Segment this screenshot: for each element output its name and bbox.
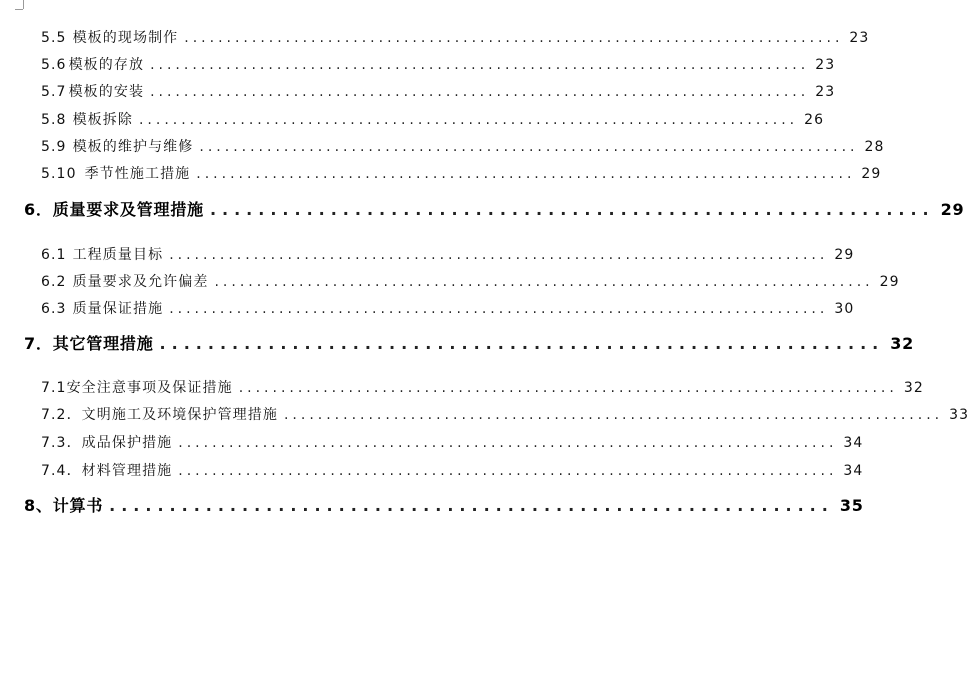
- toc-entry-title: 模板的维护与维修: [72, 139, 194, 155]
- toc-chapter-entry[interactable]: [24, 493, 864, 516]
- toc-dot-leader: ..............................................................................: [178, 463, 838, 479]
- toc-entry-page: 29: [834, 247, 855, 263]
- toc-entry-page: 29: [940, 200, 965, 219]
- toc-dot-leader: ............................................................: [109, 496, 834, 515]
- toc-entry[interactable]: [41, 244, 855, 264]
- toc-entry-page: 26: [804, 112, 825, 128]
- toc-entry[interactable]: [41, 81, 836, 101]
- toc-entry-title: 其它管理措施: [52, 334, 154, 353]
- toc-entry-number: 6.3: [41, 301, 67, 317]
- toc-entry-number: 5.8: [41, 112, 67, 128]
- toc-entry-title: 工程质量目标: [72, 247, 164, 263]
- toc-entry[interactable]: [41, 163, 882, 183]
- toc-entry-title: 成品保护措施: [81, 435, 173, 451]
- toc-entry-title: 质量要求及管理措施: [52, 200, 204, 219]
- toc-entry-title: 质量保证措施: [72, 301, 164, 317]
- toc-entry[interactable]: [41, 271, 900, 291]
- toc-entry[interactable]: [41, 136, 885, 156]
- toc-dot-leader: ..............................................................................: [178, 435, 838, 451]
- toc-entry-number: 5.5: [41, 30, 67, 46]
- toc-dot-leader: ............................................................: [209, 200, 935, 219]
- toc-entry-page: 28: [864, 139, 885, 155]
- page-corner-mark: [23, 0, 24, 9]
- toc-entry[interactable]: [41, 109, 825, 129]
- toc-entry-page: 23: [815, 57, 836, 73]
- toc-dot-leader: ..............................................................................: [214, 274, 874, 290]
- toc-entry-title: 文明施工及环境保护管理措施: [81, 407, 278, 423]
- toc-entry-page: 29: [879, 274, 900, 290]
- toc-entry-page: 29: [861, 166, 882, 182]
- toc-entry-page: 23: [815, 84, 836, 100]
- toc-entry-title: 计算书: [52, 496, 104, 515]
- toc-entry-title: 季节性施工措施: [84, 166, 191, 182]
- toc-entry-number: 7．: [24, 334, 53, 353]
- toc-dot-leader: ..............................................................................: [196, 166, 856, 182]
- toc-entry-page: 32: [890, 334, 915, 353]
- toc-entry-page: 34: [843, 463, 864, 479]
- toc-entry[interactable]: [41, 432, 864, 452]
- toc-entry-title: 安全注意事项及保证措施: [66, 380, 233, 396]
- toc-dot-leader: ..............................................................................: [150, 84, 810, 100]
- toc-entry-page: 34: [843, 435, 864, 451]
- toc-entry[interactable]: [41, 460, 864, 480]
- toc-dot-leader: ..............................................................................: [138, 112, 799, 128]
- toc-entry[interactable]: [41, 298, 855, 318]
- toc-entry-number: 6.2: [41, 274, 67, 290]
- toc-dot-leader: ..............................................................................: [283, 407, 944, 423]
- toc-dot-leader: ..............................................................................: [150, 57, 810, 73]
- toc-entry[interactable]: [41, 54, 836, 74]
- toc-entry-page: 35: [839, 496, 864, 515]
- toc-dot-leader: ..............................................................................: [169, 247, 829, 263]
- toc-dot-leader: ............................................................: [159, 334, 885, 353]
- toc-entry-number: 6.1: [41, 247, 67, 263]
- toc-entry[interactable]: [41, 377, 924, 397]
- toc-entry-page: 30: [834, 301, 855, 317]
- toc-entry-page: 32: [903, 380, 924, 396]
- toc-entry-title: 材料管理措施: [81, 463, 173, 479]
- toc-entry-title: 模板的存放: [68, 57, 145, 73]
- toc-entry-number: 7.4．: [41, 463, 82, 479]
- toc-dot-leader: ..............................................................................: [184, 30, 844, 46]
- toc-entry-number: 5.9: [41, 139, 67, 155]
- toc-entry-number: 6．: [24, 200, 53, 219]
- toc-chapter-entry[interactable]: [24, 197, 965, 220]
- toc-chapter-entry[interactable]: [24, 331, 915, 354]
- toc-dot-leader: ..............................................................................: [199, 139, 859, 155]
- toc-entry-number: 5.10: [41, 166, 77, 182]
- toc-dot-leader: ..............................................................................: [169, 301, 829, 317]
- toc-entry-page: 23: [849, 30, 870, 46]
- toc-dot-leader: ..............................................................................: [238, 380, 898, 396]
- toc-entry-title: 质量要求及允许偏差: [72, 274, 209, 290]
- toc-entry[interactable]: [41, 404, 969, 424]
- toc-entry-number: 7.3．: [41, 435, 82, 451]
- toc-entry-title: 模板拆除: [72, 112, 133, 128]
- toc-entry-number: 5.6: [41, 57, 67, 73]
- toc-entry-title: 模板的现场制作: [72, 30, 179, 46]
- toc-entry-page: 33: [949, 407, 969, 423]
- toc-entry-number: 5.7: [41, 84, 67, 100]
- toc-entry-number: 7.1: [41, 380, 67, 396]
- toc-entry-number: 8、: [24, 496, 53, 515]
- toc-entry-number: 7.2．: [41, 407, 82, 423]
- toc-entry[interactable]: [41, 27, 870, 47]
- toc-entry-title: 模板的安装: [68, 84, 145, 100]
